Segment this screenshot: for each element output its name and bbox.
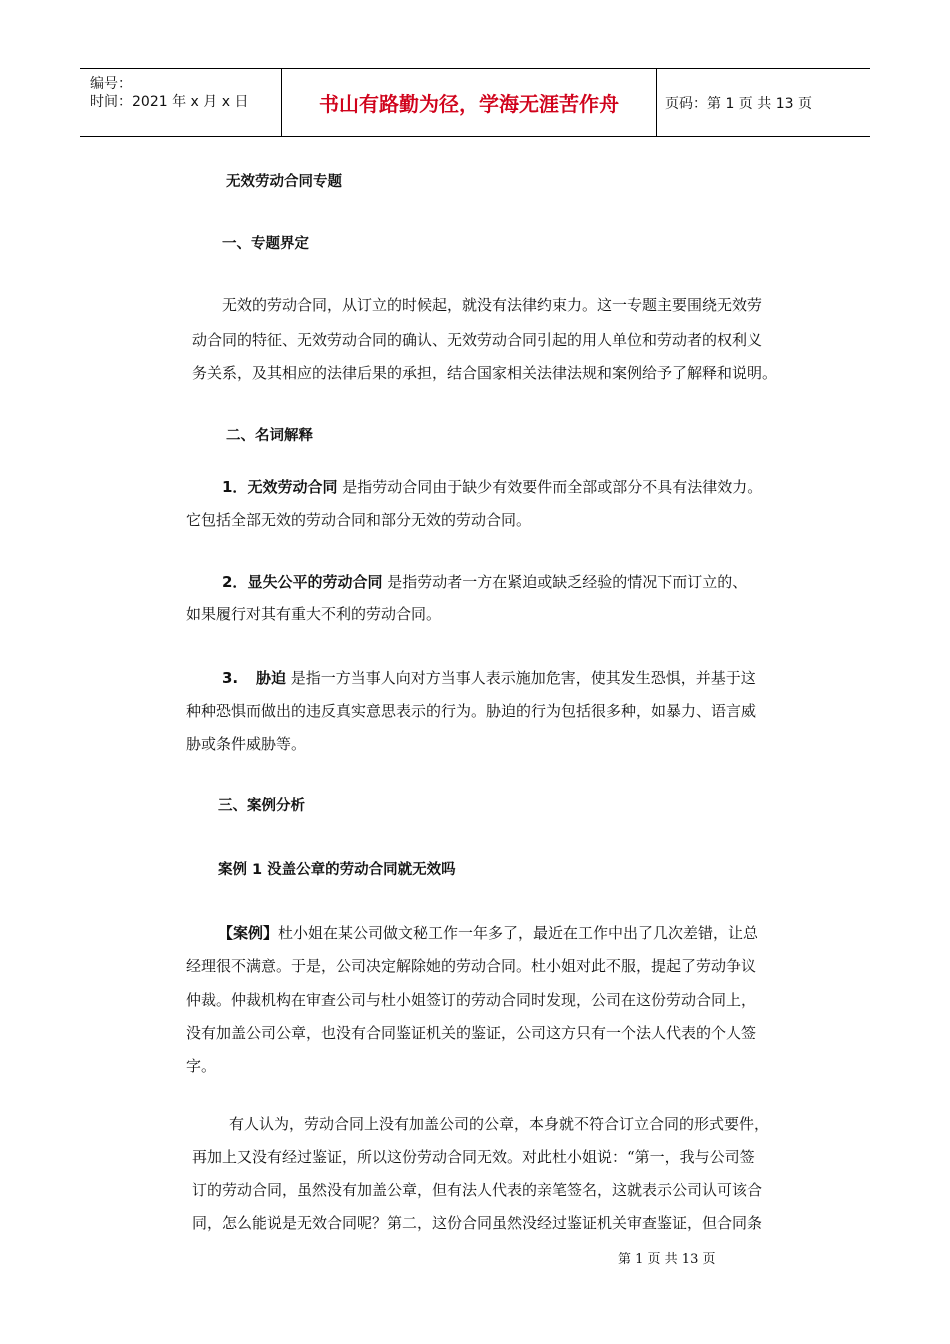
document-title: 无效劳动合同专题: [226, 174, 342, 190]
term-text: 是指劳动合同由于缺少有效要件而全部或部分不具有法律效力。: [337, 478, 763, 496]
header-motto: 书山有路勤为径，学海无涯苦作舟: [319, 92, 619, 116]
header-page-number: 页码：第 1 页 共 13 页: [665, 96, 812, 112]
header-divider: [656, 69, 657, 136]
term-number: 1．: [222, 478, 248, 496]
term-name: 胁迫: [256, 669, 287, 687]
section-heading: 一、专题界定: [222, 236, 309, 252]
paragraph-line: 无效的劳动合同，从订立的时候起，就没有法律约束力。这一专题主要围绕无效劳: [222, 296, 763, 314]
paragraph-line: 如果履行对其有重大不利的劳动合同。: [186, 605, 442, 623]
paragraph-line: 它包括全部无效的劳动合同和部分无效的劳动合同。: [186, 511, 532, 529]
paragraph-line: 同，怎么能说是无效合同呢？第二，这份合同虽然没经过鉴证机关审查鉴证，但合同条: [192, 1214, 763, 1232]
term-name: 无效劳动合同: [247, 478, 338, 496]
term-number: 3.: [222, 669, 239, 687]
term-definition: [222, 668, 756, 688]
time-label: 时间：2021 年 x 月 x 日: [90, 94, 249, 110]
paragraph-line: 再加上又没有经过鉴证，所以这份劳动合同无效。对此杜小姐说：“第一，我与公司签: [192, 1148, 755, 1166]
term-number: 2．: [222, 573, 248, 591]
case-paragraph-start: [218, 923, 758, 943]
paragraph-line: 有人认为，劳动合同上没有加盖公司的公章，本身就不符合订立合同的形式要件，: [229, 1115, 770, 1133]
header-meta: [80, 69, 281, 136]
case-heading: 案例 1 没盖公章的劳动合同就无效吗: [218, 862, 456, 878]
paragraph-line: 胁或条件威胁等。: [186, 735, 307, 753]
section-heading: 三、案例分析: [218, 798, 305, 814]
footer-page-number: 第 1 页 共 13 页: [618, 1252, 716, 1267]
paragraph-line: 种种恐惧而做出的违反真实意思表示的行为。胁迫的行为包括很多种，如暴力、语言威: [186, 702, 757, 720]
paragraph-line: 动合同的特征、无效劳动合同的确认、无效劳动合同引起的用人单位和劳动者的权利义: [192, 331, 763, 349]
term-name: 显失公平的劳动合同: [247, 573, 383, 591]
term-definition: [222, 477, 762, 497]
case-text: 杜小姐在某公司做文秘工作一年多了，最近在工作中出了几次差错，让总: [278, 924, 759, 942]
paragraph-line: 订的劳动合同，虽然没有加盖公章，但有法人代表的亲笔签名，这就表示公司认可该合: [192, 1181, 763, 1199]
paragraph-line: 没有加盖公司公章，也没有合同鉴证机关的鉴证，公司这方只有一个法人代表的个人签: [186, 1024, 757, 1042]
paragraph-line: 务关系，及其相应的法律后果的承担，结合国家相关法律法规和案例给予了解释和说明。: [192, 364, 778, 382]
term-definition: [222, 572, 747, 592]
section-heading: 二、名词解释: [226, 428, 313, 444]
case-tag: 【案例】: [218, 924, 279, 942]
paragraph-line: 经理很不满意。于是，公司决定解除她的劳动合同。杜小姐对此不服，提起了劳动争议: [186, 957, 757, 975]
number-label: 编号：: [90, 76, 132, 92]
paragraph-line: 字。: [186, 1057, 217, 1075]
document-header: [80, 68, 870, 137]
paragraph-line: 仲裁。仲裁机构在审查公司与杜小姐签订的劳动合同时发现，公司在这份劳动合同上，: [186, 991, 757, 1009]
term-text: 是指劳动者一方在紧迫或缺乏经验的情况下而订立的、: [382, 573, 748, 591]
term-text: 是指一方当事人向对方当事人表示施加危害，使其发生恐惧，并基于这: [286, 669, 756, 687]
